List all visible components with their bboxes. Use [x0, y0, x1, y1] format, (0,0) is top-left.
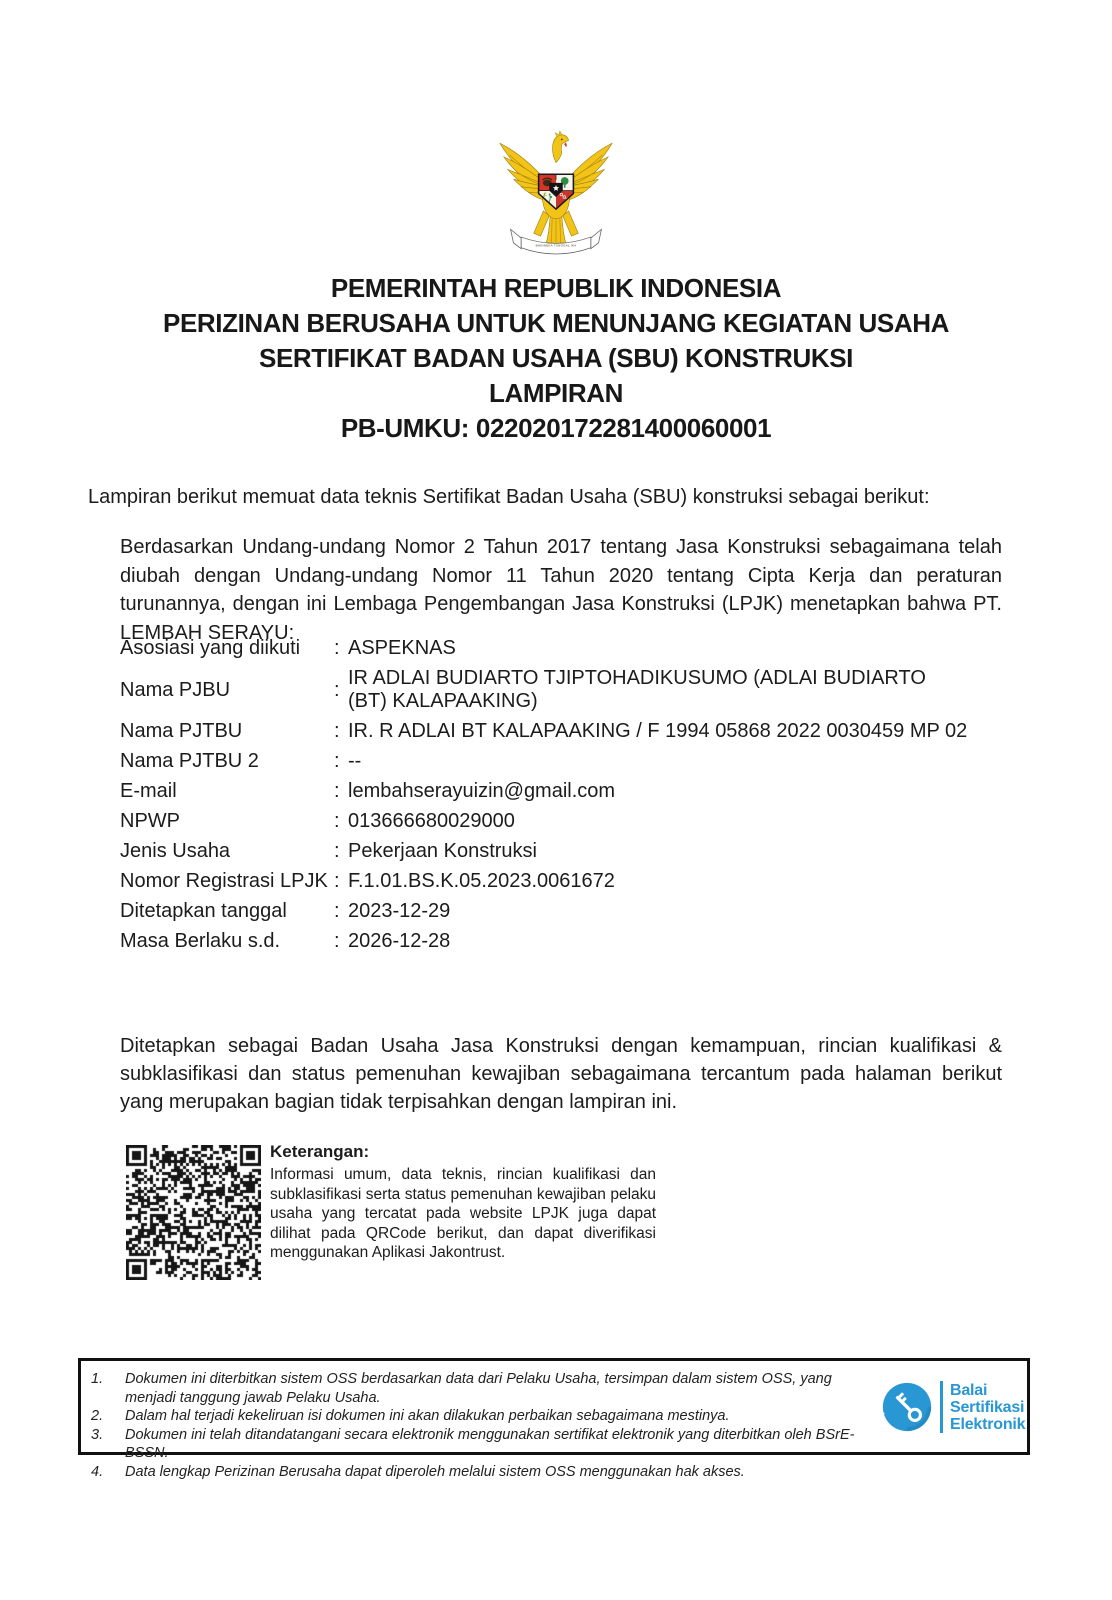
field-colon: :: [334, 810, 340, 832]
field-value: 013666680029000: [348, 810, 515, 832]
note-text: Dokumen ini telah ditandatangani secara elektronik menggunakan sertifikat elektronik yang diterbitkan oleh BSrE-BSSN.: [125, 1426, 855, 1461]
field-colon: :: [334, 840, 340, 862]
note-item: [91, 1426, 867, 1463]
eye: [561, 139, 563, 141]
field-value: 2023-12-29: [348, 900, 451, 922]
field-label: Nama PJTBU 2: [120, 750, 259, 772]
legal-paragraph: Berdasarkan Undang-undang Nomor 2 Tahun 2017 tentang Jasa Konstruksi sebagaimana telah diubah dengan Undang-undang Nomor 11 Tahun 2020 tentang Cipta Kerja dan peraturan turunannya, dengan ini Lembaga Pengembangan Jasa Konstruksi (LPJK) menetapkan bahwa PT. LEMBAH SERAYU:: [120, 536, 1002, 644]
logo-divider: [940, 1381, 943, 1433]
field-label: Nama PJBU: [120, 678, 231, 701]
field-value: 2026-12-28: [348, 930, 451, 952]
garuda-pancasila-emblem: [498, 127, 614, 264]
footer-notes-box: [78, 1358, 1030, 1480]
field-label: E-mail: [120, 780, 177, 802]
field-value: --: [348, 750, 362, 772]
ribbon-text: BHINNEKA TUNGGAL IKA: [535, 243, 577, 248]
field-value: F.1.01.BS.K.05.2023.0061672: [348, 870, 615, 892]
field-colon: :: [334, 930, 340, 952]
field-value: lembahserayuizin@gmail.com: [348, 780, 616, 802]
logo-text-line: Sertifikasi: [950, 1398, 1025, 1416]
title-line-perizinan: PERIZINAN BERUSAHA UNTUK MENUNJANG KEGIATAN USAHA: [163, 308, 949, 338]
keterangan-heading: Keterangan:: [270, 1142, 370, 1161]
note-number: 3.: [91, 1426, 104, 1443]
note-item: [91, 1463, 867, 1482]
title-line-government: PEMERINTAH REPUBLIK INDONESIA: [330, 273, 782, 303]
title-line-lampiran: LAMPIRAN: [488, 378, 623, 408]
logo-text-line: Balai: [950, 1381, 988, 1399]
keterangan-body: Informasi umum, data teknis, rincian kualifikasi dan subklasifikasi serta status pemenuhan kewajiban pelaku usaha yang tercatat pada website LPJK juga dapat dilihat pada QRCode berikut, dan dapat diverifikasi menggunakan Aplikasi Jakontrust.: [270, 1166, 656, 1261]
field-colon: :: [334, 720, 340, 742]
field-label: Nama PJTBU: [120, 720, 243, 742]
field-value: Pekerjaan Konstruksi: [348, 840, 537, 862]
note-text: Dokumen ini diterbitkan sistem OSS berdasarkan data dari Pelaku Usaha, tersimpan dalam sistem OSS, yang menjadi tanggung jawab Pelaku Usaha.: [125, 1371, 832, 1406]
field-label: Asosiasi yang diikuti: [120, 637, 301, 659]
field-label: Masa Berlaku s.d.: [120, 930, 281, 952]
title-line-sertifikat: SERTIFIKAT BADAN USAHA (SBU) KONSTRUKSI: [259, 343, 853, 373]
right-leg: [563, 211, 578, 236]
keterangan-block: [270, 1141, 656, 1263]
field-colon: :: [334, 780, 340, 802]
qr-code: [126, 1145, 261, 1280]
footer-notes-list: [91, 1370, 867, 1481]
field-colon: :: [334, 900, 340, 922]
field-value: IR ADLAI BUDIARTO TJIPTOHADIKUSUMO (ADLAI BUDIARTO (BT) KALAPAAKING): [348, 667, 926, 712]
closing-paragraph: Ditetapkan sebagai Badan Usaha Jasa Konstruksi dengan kemampuan, rincian kualifikasi & subklasifikasi dan status pemenuhan kewajiban sebagaimana tercantum pada halaman berikut yang merupakan bagian tidak terpisahkan dengan lampiran ini.: [120, 1035, 1002, 1113]
field-colon: :: [334, 637, 340, 659]
logo-text-line: Elektronik: [950, 1415, 1026, 1433]
note-item: [91, 1370, 867, 1407]
note-item: [91, 1407, 867, 1426]
key-icon: [881, 1381, 933, 1433]
left-leg: [534, 211, 549, 236]
intro-text: Lampiran berikut memuat data teknis Sertifikat Badan Usaha (SBU) konstruksi sebagai berikut:: [88, 486, 930, 508]
field-label: NPWP: [120, 810, 180, 832]
title-block: [0, 271, 1112, 446]
logo-text: [950, 1382, 1025, 1433]
note-text: Dalam hal terjadi kekeliruan isi dokumen ini akan dilakukan perbaikan sebagaimana mestinya.: [125, 1408, 730, 1424]
note-number: 4.: [91, 1463, 104, 1480]
head: [552, 135, 568, 163]
field-colon: :: [334, 750, 340, 772]
field-value: IR. R ADLAI BT KALAPAAKING / F 1994 05868 2022 0030459 MP 02: [348, 720, 968, 742]
wattle: [564, 142, 567, 147]
field-label: Nomor Registrasi LPJK: [120, 870, 328, 892]
note-number: 2.: [91, 1408, 104, 1424]
field-label: Ditetapkan tanggal: [120, 900, 287, 922]
fields-table: [120, 637, 1020, 953]
field-value: ASPEKNAS: [348, 637, 456, 659]
title-line-pb-umku: PB-UMKU: 022020172281400060001: [340, 413, 772, 443]
field-colon: :: [334, 870, 340, 892]
field-colon: :: [334, 678, 340, 701]
field-label: Jenis Usaha: [120, 840, 231, 862]
bse-logo: [881, 1378, 1111, 1436]
note-text: Data lengkap Perizinan Berusaha dapat diperoleh melalui sistem OSS menggunakan hak akses.: [125, 1463, 745, 1480]
note-number: 1.: [91, 1371, 104, 1387]
